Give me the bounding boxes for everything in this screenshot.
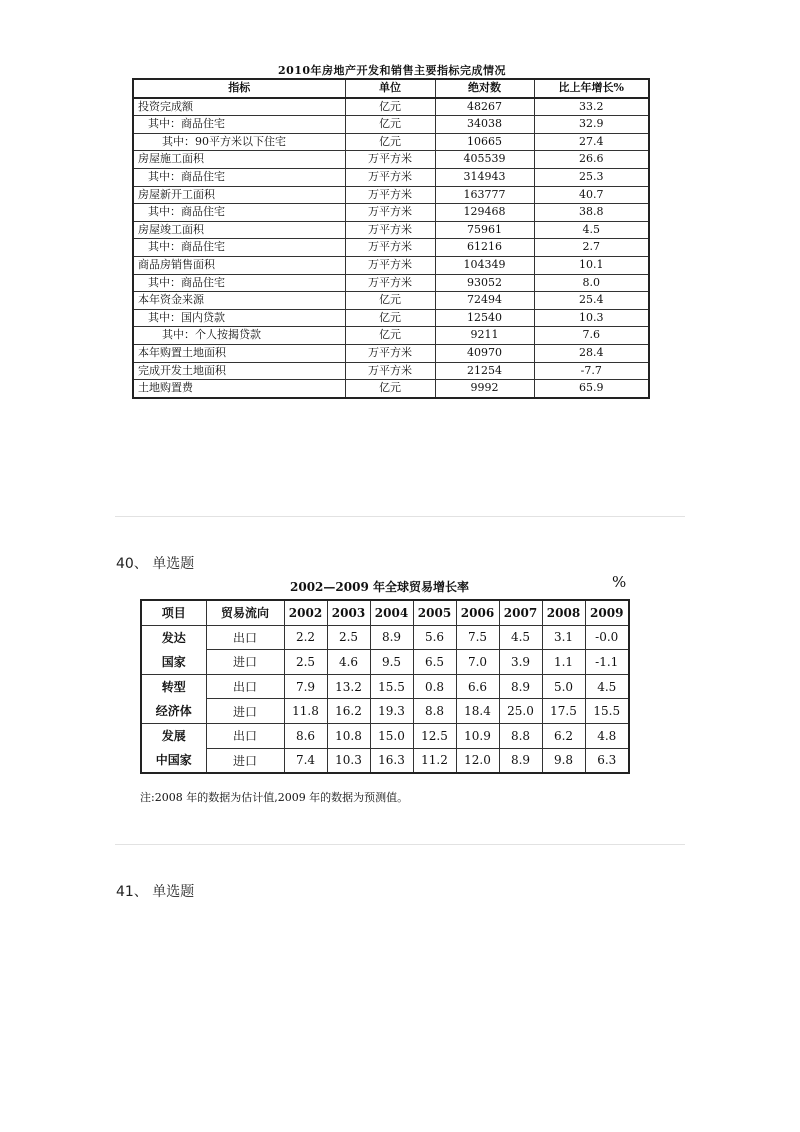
indicator-cell: 其中：商品住宅: [133, 239, 345, 257]
year-header: 2009: [585, 600, 629, 625]
growth-cell: 2.7: [534, 239, 649, 257]
value-cell: 1.1: [542, 650, 585, 675]
indicator-cell: 本年购置土地面积: [133, 344, 345, 362]
value-cell: 10.3: [327, 748, 370, 773]
table-row: [133, 204, 649, 222]
table2-note: 注:2008 年的数据为估计值,2009 年的数据为预测值。: [140, 791, 409, 804]
table-row: [133, 98, 649, 116]
unit-cell: 万平方米: [345, 362, 435, 380]
value-cell: 6.2: [542, 723, 585, 748]
table-row: [133, 344, 649, 362]
growth-cell: 4.5: [534, 221, 649, 239]
value-cell: 10.9: [456, 723, 499, 748]
unit-cell: 亿元: [345, 116, 435, 134]
value-cell: 2.5: [284, 650, 327, 675]
value-cell: -1.1: [585, 650, 629, 675]
value-cell: 163777: [435, 186, 534, 204]
value-cell: 4.8: [585, 723, 629, 748]
table-header-row: [141, 600, 629, 625]
growth-cell: 10.1: [534, 256, 649, 274]
table-row: [133, 239, 649, 257]
table-row: [141, 650, 629, 675]
table-row: [133, 309, 649, 327]
value-cell: 8.9: [499, 748, 542, 773]
value-cell: 72494: [435, 292, 534, 310]
growth-cell: 40.7: [534, 186, 649, 204]
growth-cell: 26.6: [534, 151, 649, 169]
indicator-cell: 房屋施工面积: [133, 151, 345, 169]
value-cell: 61216: [435, 239, 534, 257]
indicator-cell: 其中：国内贷款: [133, 309, 345, 327]
indicator-cell: 其中：商品住宅: [133, 274, 345, 292]
table-row: [133, 168, 649, 186]
value-cell: 104349: [435, 256, 534, 274]
value-cell: 12.5: [413, 723, 456, 748]
table-row: [133, 274, 649, 292]
table-row: [133, 292, 649, 310]
column-header: 比上年增长%: [534, 79, 649, 98]
value-cell: 7.0: [456, 650, 499, 675]
value-cell: 10665: [435, 133, 534, 151]
value-cell: 25.0: [499, 699, 542, 724]
group-cell: 发展: [141, 723, 206, 748]
unit-cell: 万平方米: [345, 204, 435, 222]
unit-cell: 万平方米: [345, 151, 435, 169]
growth-cell: -7.7: [534, 362, 649, 380]
value-cell: 8.6: [284, 723, 327, 748]
unit-cell: 亿元: [345, 133, 435, 151]
question-40-label: 40、 单选题: [116, 556, 195, 572]
unit-cell: 亿元: [345, 98, 435, 116]
unit-cell: 万平方米: [345, 239, 435, 257]
growth-cell: 10.3: [534, 309, 649, 327]
table1-title: 2010年房地产开发和销售主要指标完成情况: [277, 64, 507, 77]
year-header: 2002: [284, 600, 327, 625]
value-cell: 12540: [435, 309, 534, 327]
column-header: 指标: [133, 79, 345, 98]
value-cell: 9211: [435, 327, 534, 345]
value-cell: 48267: [435, 98, 534, 116]
unit-cell: 万平方米: [345, 274, 435, 292]
indicator-cell: 其中：个人按揭贷款: [133, 327, 345, 345]
table-row: [133, 221, 649, 239]
indicator-cell: 房屋竣工面积: [133, 221, 345, 239]
indicator-cell: 完成开发土地面积: [133, 362, 345, 380]
indicator-cell: 商品房销售面积: [133, 256, 345, 274]
section-divider: [115, 516, 685, 517]
table-row: [133, 151, 649, 169]
table-row: [141, 748, 629, 773]
value-cell: 6.5: [413, 650, 456, 675]
value-cell: 3.9: [499, 650, 542, 675]
value-cell: 129468: [435, 204, 534, 222]
flow-cell: 出口: [206, 625, 284, 650]
value-cell: 13.2: [327, 674, 370, 699]
indicator-cell: 房屋新开工面积: [133, 186, 345, 204]
value-cell: 4.5: [585, 674, 629, 699]
value-cell: 34038: [435, 116, 534, 134]
value-cell: 4.6: [327, 650, 370, 675]
indicator-cell: 本年资金来源: [133, 292, 345, 310]
value-cell: 15.0: [370, 723, 413, 748]
year-header: 2007: [499, 600, 542, 625]
flow-cell: 进口: [206, 699, 284, 724]
growth-cell: 27.4: [534, 133, 649, 151]
value-cell: 8.9: [370, 625, 413, 650]
growth-cell: 38.8: [534, 204, 649, 222]
flow-cell: 进口: [206, 748, 284, 773]
value-cell: 2.5: [327, 625, 370, 650]
real-estate-table: [132, 78, 650, 399]
value-cell: -0.0: [585, 625, 629, 650]
growth-cell: 65.9: [534, 380, 649, 398]
indicator-cell: 土地购置费: [133, 380, 345, 398]
value-cell: 314943: [435, 168, 534, 186]
year-header: 2008: [542, 600, 585, 625]
column-header: 项目: [141, 600, 206, 625]
value-cell: 5.6: [413, 625, 456, 650]
year-header: 2004: [370, 600, 413, 625]
value-cell: 40970: [435, 344, 534, 362]
value-cell: 11.8: [284, 699, 327, 724]
group-cell: 经济体: [141, 699, 206, 724]
indicator-cell: 投资完成额: [133, 98, 345, 116]
table-row: [141, 625, 629, 650]
table-row: [133, 362, 649, 380]
growth-cell: 33.2: [534, 98, 649, 116]
question-41-label: 41、 单选题: [116, 884, 195, 900]
value-cell: 7.4: [284, 748, 327, 773]
indicator-cell: 其中：90平方米以下住宅: [133, 133, 345, 151]
growth-cell: 32.9: [534, 116, 649, 134]
column-header: 绝对数: [435, 79, 534, 98]
table-row: [133, 327, 649, 345]
growth-cell: 28.4: [534, 344, 649, 362]
table-row: [141, 723, 629, 748]
unit-cell: 万平方米: [345, 168, 435, 186]
unit-cell: 万平方米: [345, 256, 435, 274]
group-cell: 国家: [141, 650, 206, 675]
indicator-cell: 其中：商品住宅: [133, 204, 345, 222]
value-cell: 7.5: [456, 625, 499, 650]
growth-cell: 25.3: [534, 168, 649, 186]
year-header: 2006: [456, 600, 499, 625]
value-cell: 7.9: [284, 674, 327, 699]
value-cell: 11.2: [413, 748, 456, 773]
column-header: 贸易流向: [206, 600, 284, 625]
value-cell: 16.2: [327, 699, 370, 724]
flow-cell: 进口: [206, 650, 284, 675]
unit-cell: 亿元: [345, 327, 435, 345]
table2-title: 2002—2009 年全球贸易增长率: [290, 580, 469, 594]
section-divider: [115, 844, 685, 845]
table2-unit: %: [612, 573, 627, 591]
unit-cell: 万平方米: [345, 221, 435, 239]
value-cell: 9992: [435, 380, 534, 398]
value-cell: 15.5: [370, 674, 413, 699]
flow-cell: 出口: [206, 674, 284, 699]
value-cell: 6.6: [456, 674, 499, 699]
flow-cell: 出口: [206, 723, 284, 748]
value-cell: 8.8: [413, 699, 456, 724]
unit-cell: 亿元: [345, 309, 435, 327]
unit-cell: 亿元: [345, 292, 435, 310]
value-cell: 75961: [435, 221, 534, 239]
column-header: 单位: [345, 79, 435, 98]
year-header: 2003: [327, 600, 370, 625]
group-cell: 发达: [141, 625, 206, 650]
value-cell: 12.0: [456, 748, 499, 773]
indicator-cell: 其中：商品住宅: [133, 168, 345, 186]
value-cell: 93052: [435, 274, 534, 292]
unit-cell: 亿元: [345, 380, 435, 398]
table-row: [133, 380, 649, 398]
growth-cell: 25.4: [534, 292, 649, 310]
value-cell: 6.3: [585, 748, 629, 773]
value-cell: 3.1: [542, 625, 585, 650]
value-cell: 9.8: [542, 748, 585, 773]
growth-cell: 8.0: [534, 274, 649, 292]
indicator-cell: 其中：商品住宅: [133, 116, 345, 134]
value-cell: 21254: [435, 362, 534, 380]
table-row: [133, 186, 649, 204]
table-row: [141, 674, 629, 699]
unit-cell: 万平方米: [345, 344, 435, 362]
trade-growth-table: [140, 599, 630, 774]
value-cell: 17.5: [542, 699, 585, 724]
value-cell: 18.4: [456, 699, 499, 724]
year-header: 2005: [413, 600, 456, 625]
value-cell: 8.8: [499, 723, 542, 748]
value-cell: 8.9: [499, 674, 542, 699]
table-row: [141, 699, 629, 724]
group-cell: 转型: [141, 674, 206, 699]
growth-cell: 7.6: [534, 327, 649, 345]
value-cell: 19.3: [370, 699, 413, 724]
table-row: [133, 116, 649, 134]
value-cell: 15.5: [585, 699, 629, 724]
table-row: [133, 133, 649, 151]
value-cell: 10.8: [327, 723, 370, 748]
table-header-row: [133, 79, 649, 98]
value-cell: 0.8: [413, 674, 456, 699]
value-cell: 9.5: [370, 650, 413, 675]
value-cell: 405539: [435, 151, 534, 169]
value-cell: 2.2: [284, 625, 327, 650]
value-cell: 4.5: [499, 625, 542, 650]
group-cell: 中国家: [141, 748, 206, 773]
table-row: [133, 256, 649, 274]
unit-cell: 万平方米: [345, 186, 435, 204]
value-cell: 16.3: [370, 748, 413, 773]
value-cell: 5.0: [542, 674, 585, 699]
